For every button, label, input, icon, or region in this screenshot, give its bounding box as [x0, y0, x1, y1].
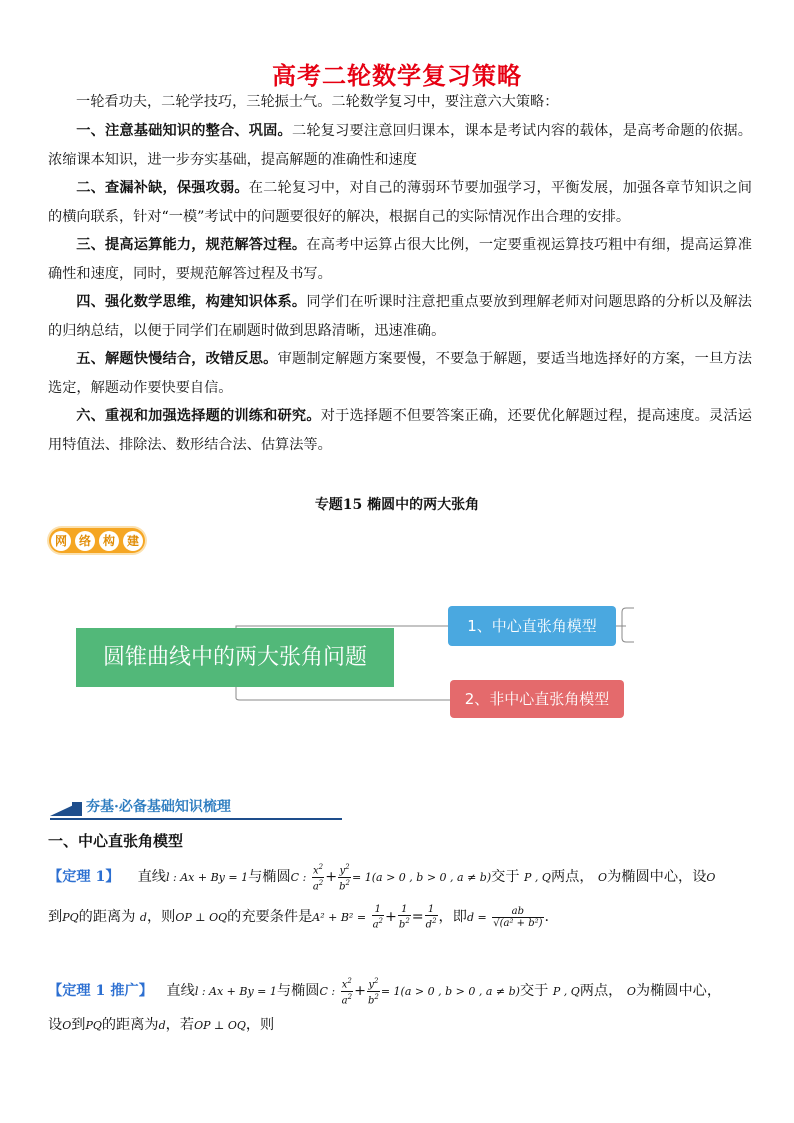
intro-text: 一轮看功夫，二轮学技巧，三轮振士气。二轮数学复习中，要注意六大策略： [76, 94, 559, 110]
page-title: 高考二轮数学复习策略 [272, 62, 522, 90]
strategy-5-heading: 五、解题快慢结合，改错反思。 [76, 351, 278, 367]
fraction-1-a2: $\frac{1}{a^2}$ [372, 903, 384, 931]
text: ，即 [438, 909, 467, 925]
strategy-4-heading: 四、强化数学思维，构建知识体系。 [76, 294, 307, 310]
strategy-4-text: 同学们在听课时注意把重点要放到理解老师对问题思路的分析以及解法的归纳总结，以便于同学们在刷题时做到思路清晰，迅速准确。 [48, 294, 752, 339]
strategy-1-heading: 一、注意基础知识的整合、巩固。 [76, 123, 292, 139]
strategy-3-text: 在高考中运算占很大比例，一定要重视运算技巧粗中有细，提高运算准确性和速度，同时，要规范解答过程及书写。 [48, 237, 752, 282]
theorem-1-line-1: 【定理 1】 直线l : Ax + By = 1与椭圆C : $\frac{x^2}{a^2}$ + $\frac{y^2}{b^2}$ = 1(a > 0 , b > 0 , a ≠ b)交于 P , Q两点， O为椭圆中心，设O [48, 863, 716, 892]
ellipse-condition: = 1(a > 0 , b > 0 , a ≠ b) [380, 985, 520, 998]
section-header-text: 夯基·必备基础知识梳理 [86, 799, 231, 815]
text: 交于 [491, 869, 520, 885]
ellipse-prefix: C : [290, 871, 307, 884]
theorem-1-line-2: 到PQ的距离为 d，则OP ⊥ OQ的充要条件是A² + B² = $\frac{1}{a^2}$ + $\frac{1}{b^2}$ = $\frac{1}{d^2}$ ，即d = $\frac{ab}{\text{√(a² + b²)}}$ . [48, 903, 550, 931]
strategy-2 [48, 174, 752, 231]
text: 的距离为 [101, 1017, 159, 1033]
bracket-icon [622, 608, 634, 642]
mindmap-node-noncenter-model: 2、非中心直张角模型 [450, 680, 624, 718]
theorem-1-ext-label: 【定理 1 推广】 [48, 983, 153, 999]
text: 为椭圆中心， [635, 983, 722, 999]
badge-char: 建 [123, 531, 143, 551]
heading-center-model: 一、中心直张角模型 [48, 832, 184, 850]
text: 的充要条件是 [227, 909, 313, 925]
network-badge [49, 528, 145, 553]
fraction-ab-sqrt [492, 906, 543, 929]
strategy-2-heading: 二、查漏补缺，保强攻弱。 [76, 180, 249, 196]
distance-d: d [158, 1019, 166, 1032]
connector-node2 [236, 687, 450, 700]
points-pq: P , Q [524, 871, 551, 884]
text: 设 [48, 1017, 63, 1033]
fraction-y2-b2: $\frac{y^2}{b^2}$ [367, 977, 379, 1006]
text: ，则 [245, 1017, 275, 1033]
strategy-3-heading: 三、提高运算能力，规范解答过程。 [76, 237, 307, 253]
fraction-y2-b2: $\frac{y^2}{b^2}$ [339, 863, 351, 892]
fraction-x2-a2: $\frac{x^2}{a^2}$ [312, 863, 324, 892]
strategy-1-text: 二轮复习要注意回归课本，课本是考试内容的载体，是高考命题的依据。浓缩课本知识，进一步夯实基础，提高解题的准确性和速度 [48, 123, 752, 168]
text: 直线 [137, 869, 166, 885]
segment-pq: PQ [62, 911, 79, 924]
ellipse-prefix: C : [319, 985, 336, 998]
theorem-1-ext-line-2 [48, 1010, 756, 1041]
text: ，则 [146, 909, 176, 925]
fraction-1-b2: $\frac{1}{b^2}$ [398, 903, 410, 931]
mindmap-root: 圆锥曲线中的两大张角问题 [76, 628, 394, 687]
badge-char: 网 [51, 531, 71, 551]
ellipse-condition: = 1(a > 0 , b > 0 , a ≠ b) [352, 871, 492, 884]
section-bar-icon [72, 802, 82, 816]
fraction-1-d2: $\frac{1}{d^2}$ [425, 903, 437, 931]
text: 两点， [550, 869, 594, 885]
theorem-1-label: 【定理 1】 [48, 869, 120, 885]
text: 到 [71, 1017, 86, 1033]
text: 为椭圆中心，设 [607, 869, 707, 885]
topic-subtitle: 专题15 椭圆中的两大张角 [314, 497, 480, 513]
text: 直线 [166, 983, 195, 999]
segment-pq: PQ [85, 1019, 102, 1032]
badge-char: 络 [75, 531, 95, 551]
coefficient-sum: A² + B² = [312, 911, 367, 924]
strategy-6 [48, 402, 752, 459]
numerator: ab [492, 906, 543, 918]
point-o: O [706, 871, 716, 884]
section-header [50, 794, 342, 820]
text: 与椭圆 [248, 869, 291, 885]
point-o: O [62, 1019, 72, 1032]
strategy-3 [48, 231, 752, 288]
mindmap-node-center-model: 1、中心直张角模型 [448, 606, 616, 646]
strategy-5-text: 审题制定解题方案要慢，不要急于解题，要适当地选择好的方案，一旦方法选定，解题动作要快要自信。 [48, 351, 752, 396]
line-equation: l : Ax + By = 1 [194, 985, 277, 998]
theorem-1-ext-line-1: 【定理 1 推广】 直线l : Ax + By = 1与椭圆C : $\frac{x^2}{a^2}$ + $\frac{y^2}{b^2}$ = 1(a > 0 , b > 0 , a ≠ b)交于 P , Q两点， O为椭圆中心， [48, 977, 722, 1006]
badge-char: 构 [99, 531, 119, 551]
text: 两点， [579, 983, 623, 999]
line-equation: l : Ax + By = 1 [166, 871, 249, 884]
distance-d: d [139, 911, 147, 924]
distance-formula: d = [466, 911, 487, 924]
text: 与椭圆 [276, 983, 320, 999]
strategy-2-text: 在二轮复习中，对自己的薄弱环节要加强学习，平衡发展，加强各章节知识之间的横向联系，针对“一模”考试中的问题要很好的解决，根据自己的实际情况作出合理的安排。 [48, 180, 752, 225]
text: 到 [48, 909, 63, 925]
perpendicular-condition: OP ⊥ OQ [194, 1019, 246, 1032]
perpendicular-condition: OP ⊥ OQ [175, 911, 228, 924]
text: ，若 [165, 1017, 195, 1033]
strategy-1 [48, 117, 752, 174]
fraction-x2-a2: $\frac{x^2}{a^2}$ [341, 977, 353, 1006]
denominator: √(a² + b²) [493, 917, 543, 929]
strategy-6-heading: 六、重视和加强选择题的训练和研究。 [76, 408, 321, 424]
strategy-6-text: 对于选择题不但要答案正确，还要优化解题过程，提高速度。灵活运用特值法、排除法、数形结合法、估算法等。 [48, 408, 752, 453]
point-o: O [626, 985, 636, 998]
point-o: O [598, 871, 608, 884]
intro-paragraph [48, 88, 752, 117]
text: 的距离为 [78, 909, 136, 925]
strategy-5 [48, 345, 752, 402]
text: 交于 [519, 983, 549, 999]
points-pq: P , Q [552, 985, 580, 998]
strategy-4 [48, 288, 752, 345]
